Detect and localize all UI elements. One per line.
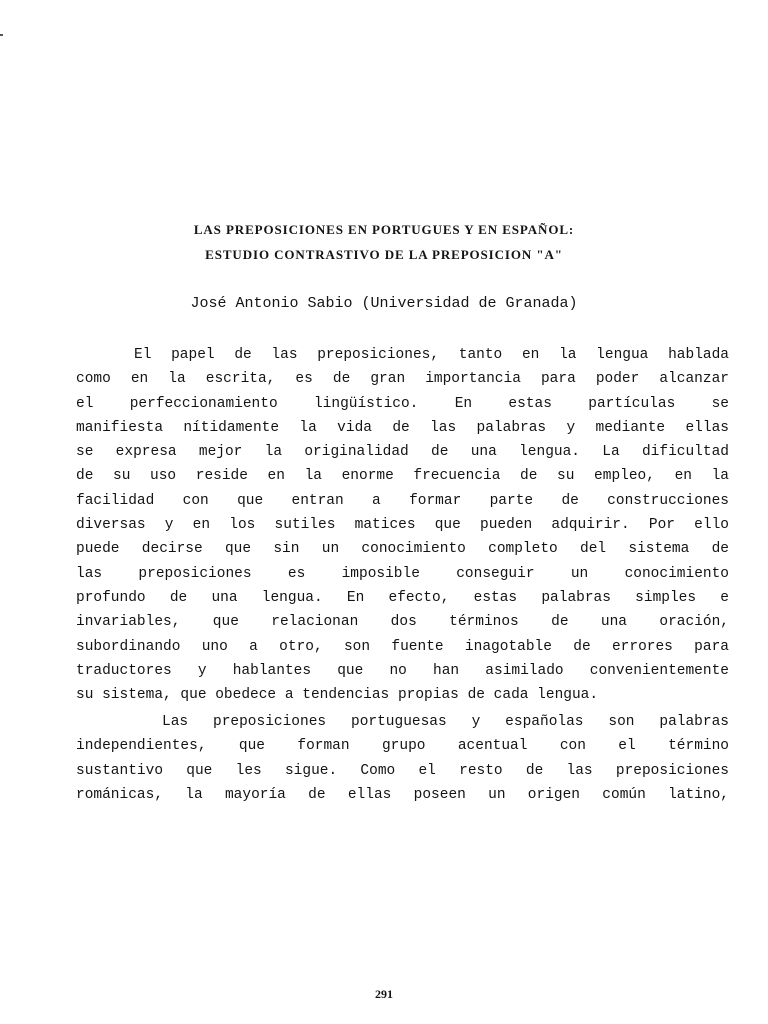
scan-artifact (0, 34, 3, 36)
text-line: invariables, que relacionan dos términos de una oración, (76, 614, 729, 631)
text-line: manifiesta nítidamente la vida de las palabras y mediante ellas (76, 419, 729, 436)
text-line: facilidad con que entran a formar parte de construcciones (76, 492, 729, 509)
text-line: sustantivo que les sigue. Como el resto de las preposiciones (76, 762, 729, 779)
text-line: subordinando uno a otro, son fuente inagotable de errores para (76, 638, 729, 655)
text-line: traductores y hablantes que no han asimilado convenientemente (76, 662, 729, 679)
paragraph-1 (76, 343, 729, 707)
text-line: profundo de una lengua. En efecto, estas palabras simples e (76, 589, 729, 606)
author-affiliation: José Antonio Sabio (Universidad de Granada) (190, 295, 578, 312)
text-line: su sistema, que obedece a tendencias propias de cada lengua. (76, 687, 599, 704)
text-line: puede decirse que sin un conocimiento completo del sistema de (76, 541, 729, 558)
paragraph-2 (76, 710, 729, 807)
page-number: 291 (375, 987, 393, 1001)
text-line: independientes, que forman grupo acentual con el término (76, 738, 729, 755)
text-line: románicas, la mayoría de ellas poseen un origen común latino, (76, 786, 729, 803)
text-line: el perfeccionamiento lingüístico. En estas partículas se (76, 395, 729, 412)
article-title-line-1: LAS PREPOSICIONES EN PORTUGUES Y EN ESPAÑOL: (193, 222, 575, 237)
text-line: se expresa mejor la originalidad de una lengua. La dificultad (76, 444, 729, 461)
text-line: El papel de las preposiciones, tanto en la lengua hablada (134, 347, 729, 363)
article-title-line-2: ESTUDIO CONTRASTIVO DE LA PREPOSICION "A" (205, 247, 563, 262)
text-line: Las preposiciones portuguesas y españolas son palabras (162, 714, 729, 730)
text-line: de su uso reside en la enorme frecuencia de su empleo, en la (76, 468, 729, 485)
text-line: las preposiciones es imposible conseguir un conocimiento (76, 565, 729, 582)
text-line: diversas y en los sutiles matices que pueden adquirir. Por ello (76, 517, 729, 534)
text-line: como en la escrita, es de gran importancia para poder alcanzar (76, 371, 729, 388)
